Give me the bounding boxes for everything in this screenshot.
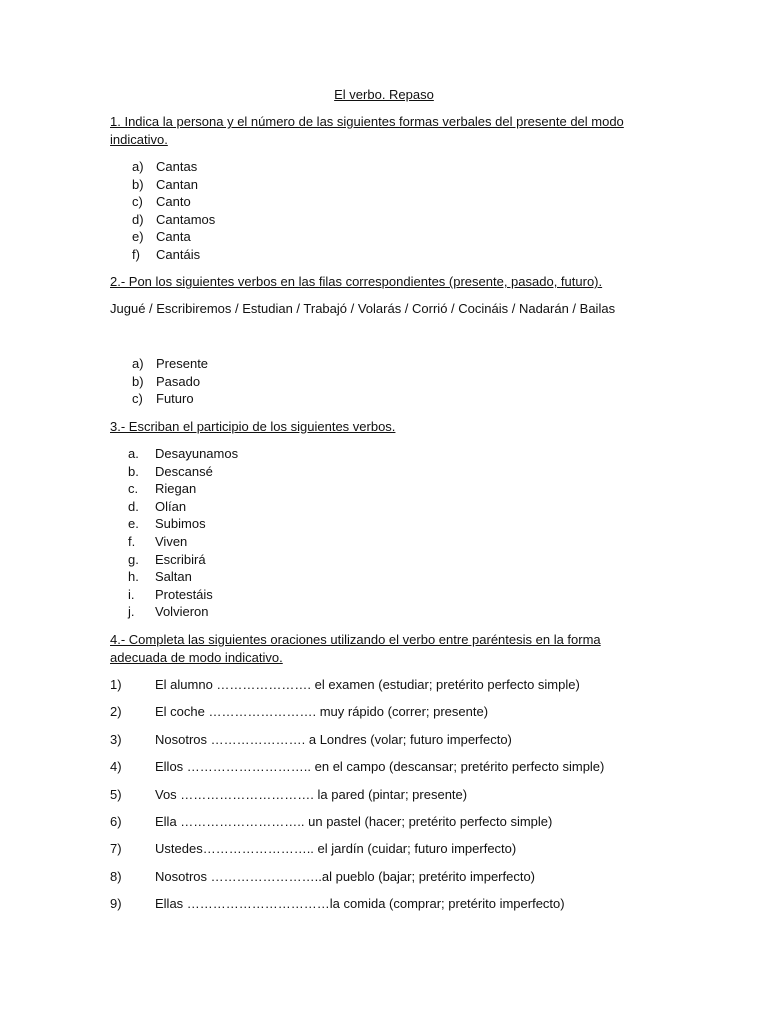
list-item-text: Ella ……………………….. un pastel (hacer; pretérito perfecto simple) (155, 813, 553, 829)
list-marker: g. (128, 551, 139, 567)
list-item-text: El coche ……………………. muy rápido (correr; presente) (155, 704, 489, 720)
list-marker: h. (128, 569, 139, 585)
list-item-text: Presente (156, 356, 209, 371)
list-marker: i. (128, 586, 135, 602)
list-marker: 3) (110, 731, 122, 747)
list-item-text: Ustedes…………………….. el jardín (cuidar; futuro imperfecto) (155, 841, 517, 857)
list-marker: 6) (110, 813, 122, 829)
list-marker: 5) (110, 786, 122, 802)
list-item-text: Cantáis (156, 246, 201, 262)
list-marker: c) (132, 391, 143, 407)
list-marker: c. (128, 481, 139, 497)
list-marker: a. (128, 446, 139, 461)
list-item-text: Nosotros …………………. a Londres (volar; futuro imperfecto) (155, 731, 512, 747)
list-item-text: Cantan (156, 176, 198, 192)
list-item-text: Ellos ……………………….. en el campo (descansar; pretérito perfecto simple) (155, 759, 605, 775)
verb-list-line: Jugué / Escribiremos / Estudian / Trabajó / Volarás / Corrió / Cocináis / Nadarán / Bailas (110, 301, 616, 316)
list-item-text: Subimos (155, 516, 206, 532)
list-marker: b) (132, 373, 144, 389)
document-title: El verbo. Repaso (334, 87, 434, 102)
list-item-text: Ellas ……………………………la comida (comprar; pretérito imperfecto) (155, 896, 565, 912)
list-marker: f. (128, 533, 136, 549)
list-item-text: Viven (155, 533, 188, 549)
list-marker: e. (128, 516, 139, 532)
list-marker: b) (132, 176, 144, 192)
section1-heading: 1. Indica la persona y el número de las siguientes formas verbales del presente del modo indicativo. (110, 114, 624, 147)
list-item-text: El alumno …………………. el examen (estudiar; pretérito perfecto simple) (155, 677, 580, 692)
section3-heading: 3.- Escriban el participio de los siguientes verbos. (110, 419, 396, 434)
list-item-text: Protestáis (155, 586, 213, 602)
list-item-text: Cantas (156, 159, 198, 174)
list-marker: 9) (110, 896, 122, 912)
list-marker: b. (128, 463, 139, 479)
section2-heading: 2.- Pon los siguientes verbos en las filas correspondientes (presente, pasado, futuro). (110, 274, 603, 289)
list-marker: 4) (110, 759, 122, 775)
list-marker: 2) (110, 704, 122, 720)
list-marker: 7) (110, 841, 122, 857)
list-item-text: Escribirá (155, 551, 206, 567)
list-marker: 8) (110, 868, 122, 884)
list-item-text: Cantamos (156, 211, 216, 227)
list-marker: d. (128, 498, 139, 514)
list-marker: c) (132, 194, 143, 210)
list-item-text: Futuro (156, 391, 194, 407)
list-marker: d) (132, 211, 144, 227)
list-marker: 1) (110, 677, 122, 692)
list-marker: f) (132, 246, 140, 262)
list-item-text: Canta (156, 229, 191, 245)
list-item-text: Pasado (156, 373, 201, 389)
list-item-text: Saltan (155, 569, 192, 585)
list-item-text: Canto (156, 194, 191, 210)
list-marker: a) (132, 356, 144, 371)
list-item-text: Desayunamos (155, 446, 239, 461)
list-marker: a) (132, 159, 144, 174)
section4-heading: 4.- Completa las siguientes oraciones utilizando el verbo entre paréntesis en la forma adecuada de modo indicativo. (110, 632, 601, 665)
list-item-text: Nosotros ……………………..al pueblo (bajar; pretérito imperfecto) (155, 868, 536, 884)
list-item-text: Riegan (155, 481, 197, 497)
list-item-text: Vos …………………………. la pared (pintar; presente) (155, 786, 468, 802)
list-item-text: Descansé (155, 463, 213, 479)
list-item-text: Olían (155, 498, 187, 514)
list-marker: j. (128, 604, 135, 620)
list-marker: e) (132, 229, 144, 245)
list-item-text: Volvieron (155, 604, 209, 620)
